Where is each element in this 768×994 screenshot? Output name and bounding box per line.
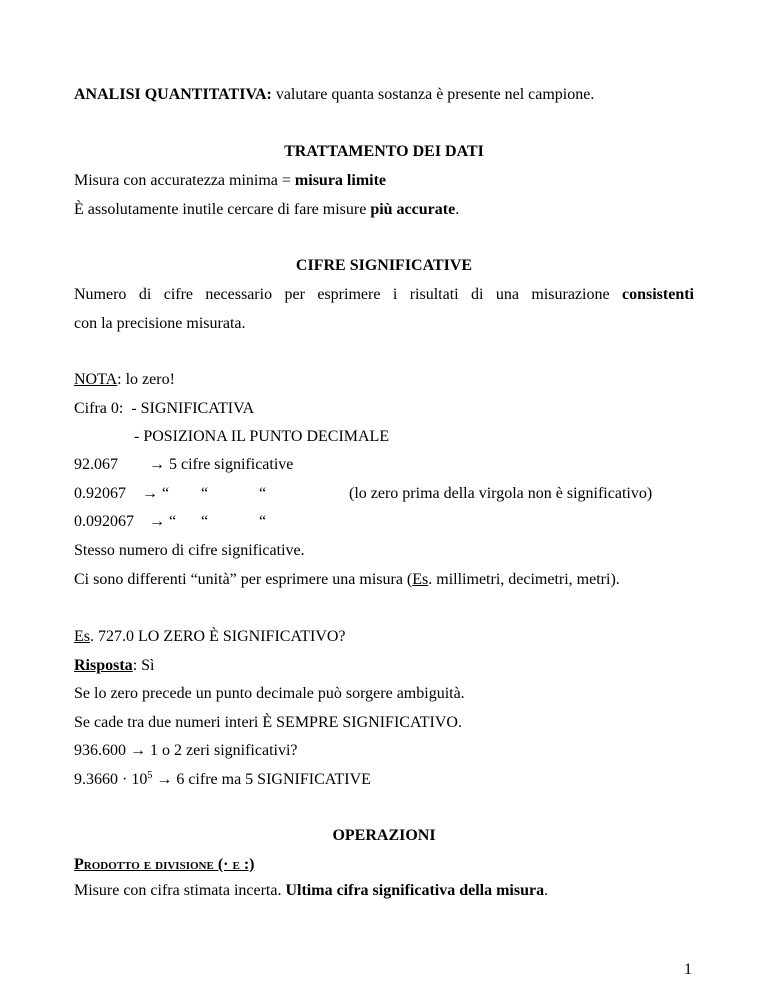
intro-text: valutare quanta sostanza è presente nel campione. xyxy=(271,86,595,103)
number: 0.092067 xyxy=(74,513,134,530)
text: Numero di cifre necessario per esprimere i risultati di una misurazione xyxy=(74,286,622,303)
note: (lo zero prima della virgola non è significativo) xyxy=(349,485,653,502)
ditto: “ xyxy=(201,485,209,502)
posiziona-line xyxy=(134,427,389,447)
unita-line xyxy=(74,570,620,590)
exponent: 5 xyxy=(147,770,153,781)
text: 936.600 → 1 o 2 zeri significativi? xyxy=(74,742,298,759)
es-label: Es xyxy=(74,628,90,645)
text: con la precisione misurata. xyxy=(74,315,246,332)
subtitle-text: Prodotto e divisione (· e :) xyxy=(74,856,255,873)
bold-text: Ultima cifra significativa della misura xyxy=(285,882,545,899)
section-title-operazioni xyxy=(0,826,768,846)
ditto: → “ xyxy=(149,513,177,530)
number: 92.067 xyxy=(74,456,118,473)
section-title-cifre xyxy=(0,256,768,276)
ditto: “ xyxy=(201,513,209,530)
text: Misura con accuratezza minima = xyxy=(74,172,295,189)
ditto: “ xyxy=(259,513,267,530)
nota-line xyxy=(74,370,175,390)
bold-text: consistenti xyxy=(622,286,694,303)
text: → 6 cifre ma 5 SIGNIFICATIVE xyxy=(152,771,371,788)
section-title-trattamento xyxy=(0,142,768,162)
bold-text: più accurate xyxy=(370,201,456,218)
zeri-line xyxy=(74,741,298,761)
inutile-line xyxy=(74,200,459,220)
ditto: → “ xyxy=(142,485,170,502)
cifre-paragraph-line1 xyxy=(74,285,694,305)
text: Misure con cifra stimata incerta. xyxy=(74,882,286,899)
misura-limite-line xyxy=(74,171,386,191)
arrow-text: → 5 cifre significative xyxy=(149,456,294,473)
text: - POSIZIONA IL PUNTO DECIMALE xyxy=(134,428,390,445)
text: . millimetri, decimetri, metri). xyxy=(428,571,620,588)
risposta-label: Risposta xyxy=(74,657,133,674)
section-title-text: TRATTAMENTO DEI DATI xyxy=(284,143,484,160)
bold-text: misura limite xyxy=(294,172,387,189)
intro-bold: ANALISI QUANTITATIVA: xyxy=(74,86,272,103)
risposta-line xyxy=(74,656,154,676)
example-question-line xyxy=(74,627,346,647)
text: 9.3660 · 10 xyxy=(74,771,148,788)
text: : lo zero! xyxy=(117,371,175,388)
section-title-text: CIFRE SIGNIFICATIVE xyxy=(295,257,473,274)
intro-line xyxy=(74,85,594,105)
number: 0.92067 xyxy=(74,485,126,502)
text: Stesso numero di cifre significative. xyxy=(74,542,305,559)
cifre-paragraph-line2 xyxy=(74,314,246,334)
cifra-stimata-line xyxy=(74,881,548,901)
text: Se cade tra due numeri interi È SEMPRE SIGNIFICATIVO. xyxy=(74,714,462,731)
section-title-text: OPERAZIONI xyxy=(332,827,436,844)
text: Ci sono differenti “unità” per esprimere una misura ( xyxy=(74,571,413,588)
ambiguita-line xyxy=(74,684,465,704)
text: Cifra 0: xyxy=(74,400,124,417)
ditto: “ xyxy=(259,485,267,502)
esponente-line xyxy=(74,770,371,790)
stesso-numero-line xyxy=(74,541,305,561)
text: È assolutamente inutile cercare di fare misure xyxy=(74,201,371,218)
page-number: 1 xyxy=(684,961,692,978)
es-label: Es xyxy=(412,571,429,588)
nota-label: NOTA xyxy=(74,371,118,388)
text: . xyxy=(544,882,549,899)
text: Se lo zero precede un punto decimale può sorgere ambiguità. xyxy=(74,685,465,702)
prodotto-subtitle xyxy=(74,855,254,875)
text: : Sì xyxy=(132,657,155,674)
numeri-interi-line xyxy=(74,713,462,733)
text: . xyxy=(455,201,460,218)
cifra0-line xyxy=(74,399,254,419)
text: - SIGNIFICATIVA xyxy=(131,400,255,417)
text: . 727.0 LO ZERO È SIGNIFICATIVO? xyxy=(90,628,346,645)
